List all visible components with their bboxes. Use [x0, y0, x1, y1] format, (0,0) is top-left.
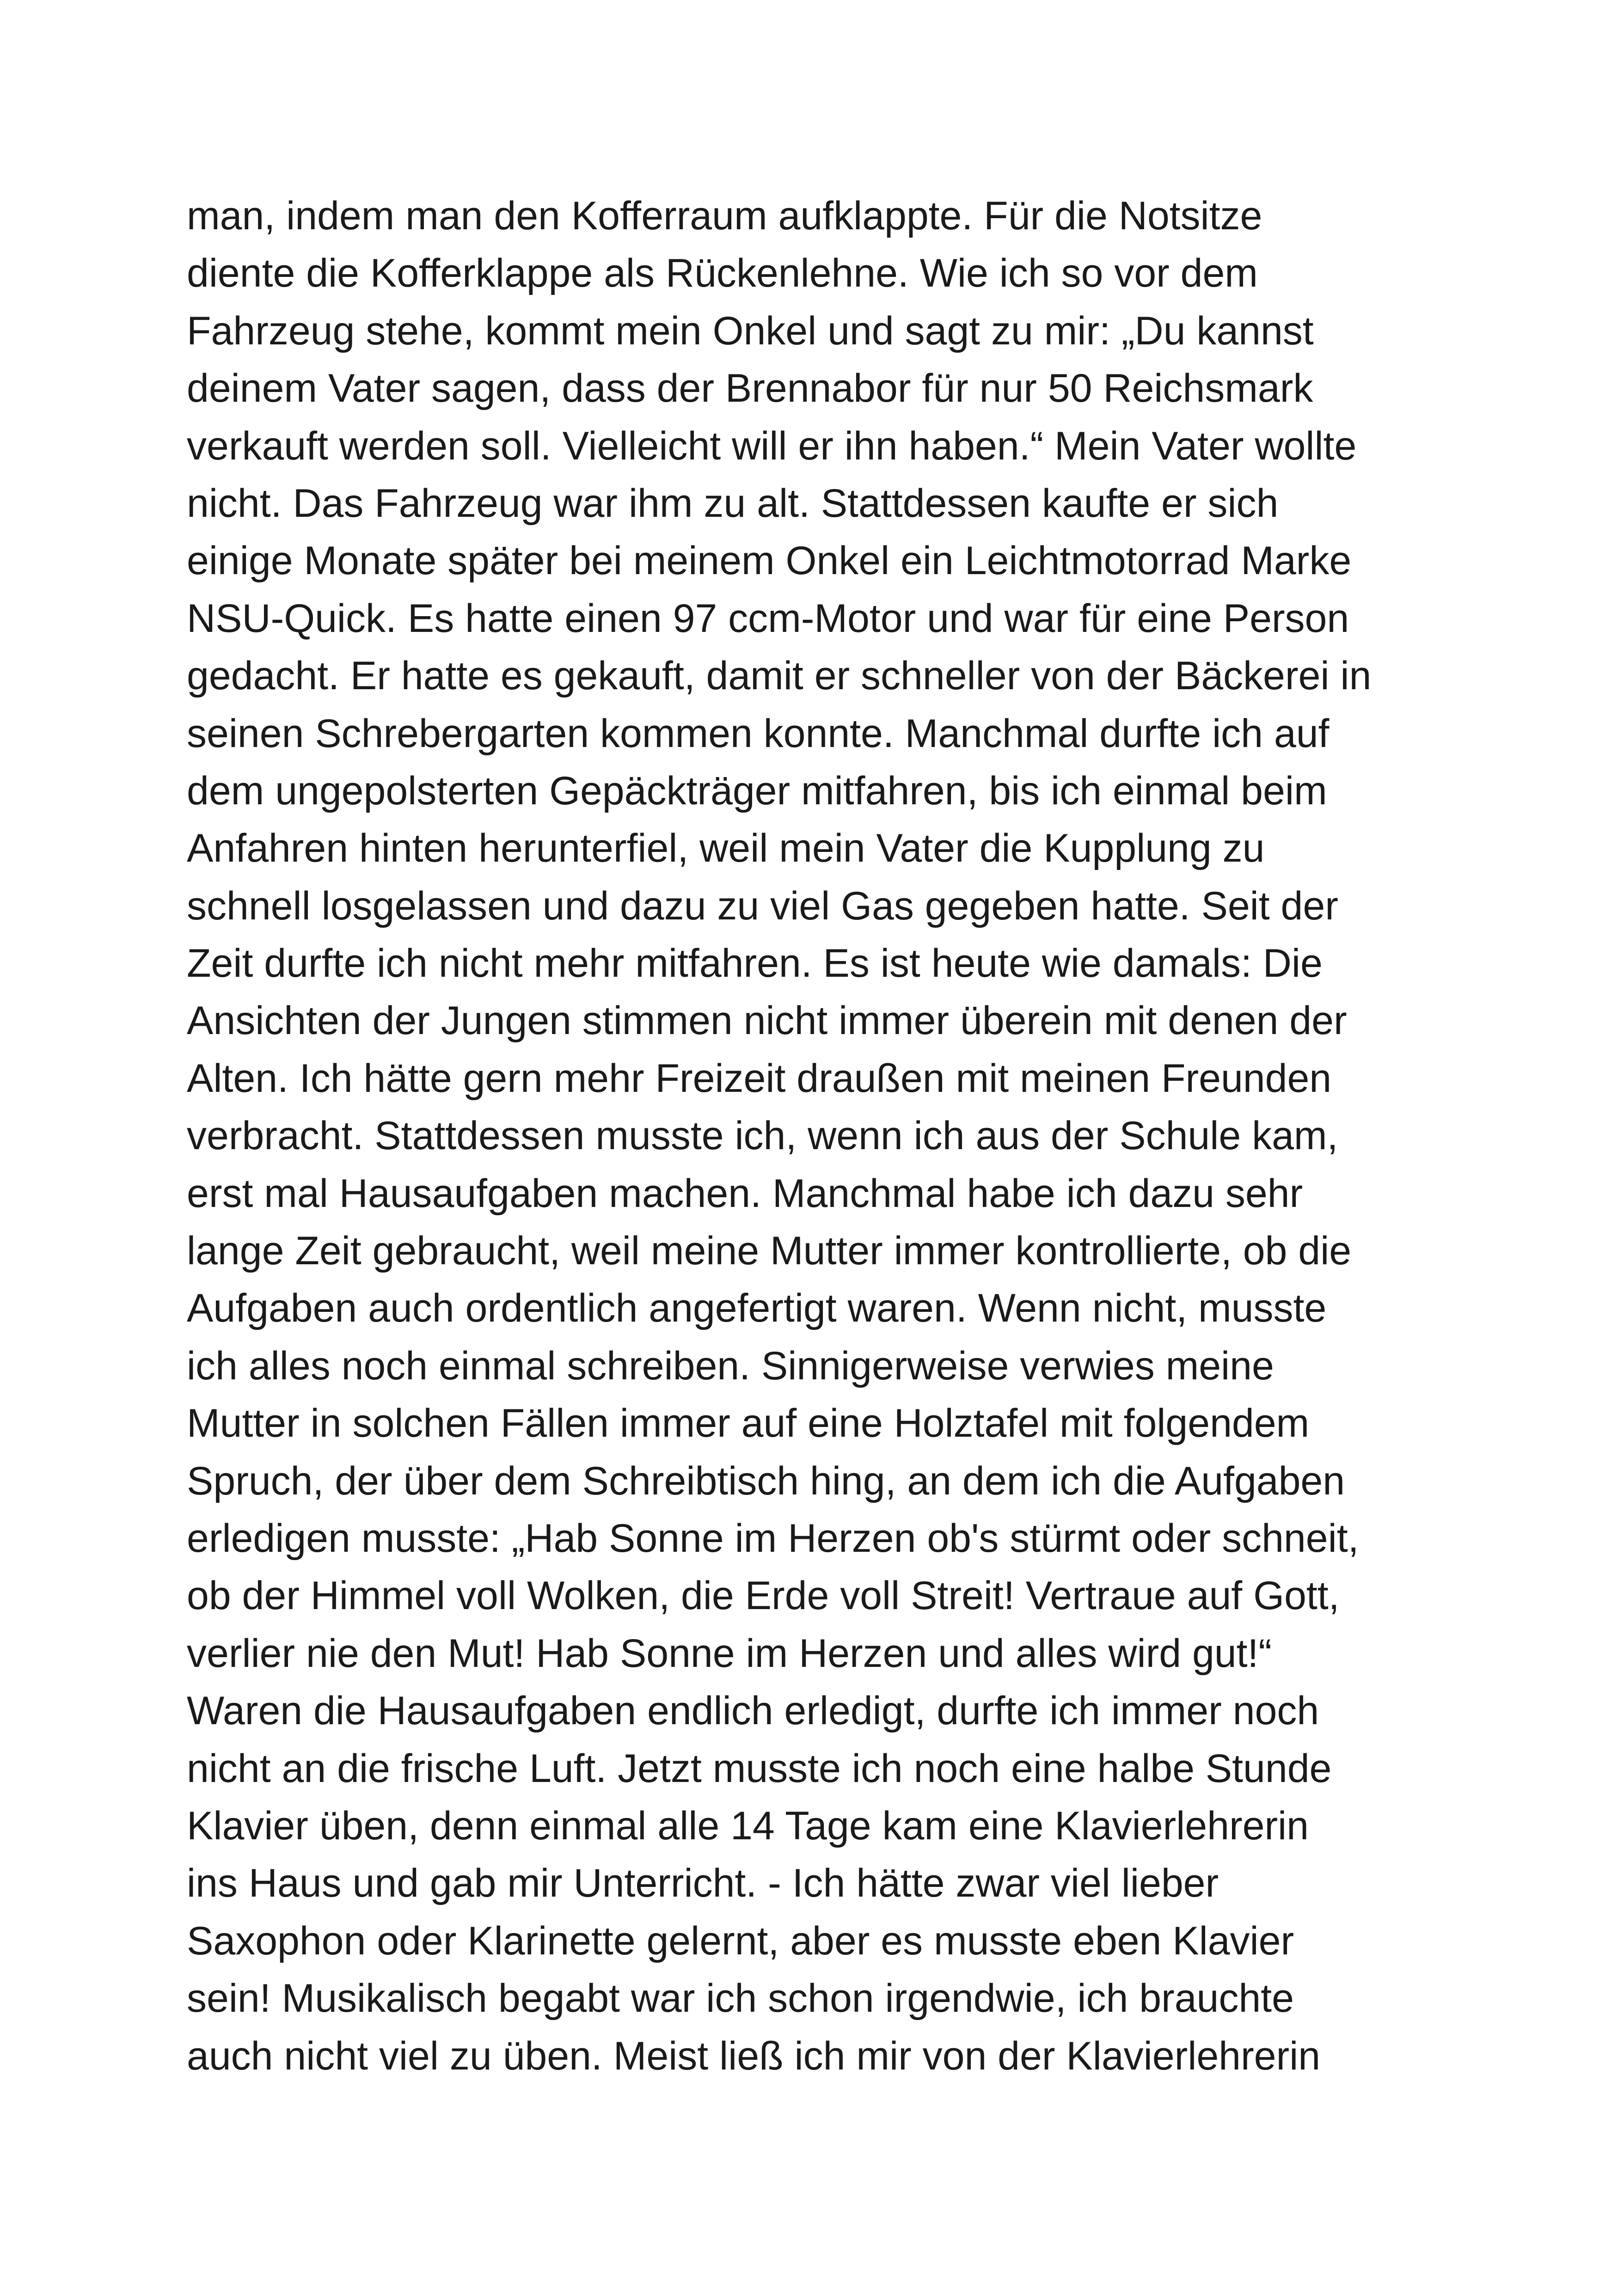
text-line: erledigen musste: „Hab Sonne im Herzen ob's stürmt oder schneit, [187, 1516, 1359, 1561]
text-line: verkauft werden soll. Vielleicht will er ihn haben.“ Mein Vater wollte [187, 423, 1357, 468]
text-line: man, indem man den Kofferraum aufklappte. Für die Notsitze [187, 194, 1263, 238]
text-line: Aufgaben auch ordentlich angefertigt waren. Wenn nicht, musste [187, 1286, 1327, 1331]
text-line: dem ungepolsterten Gepäckträger mitfahren, bis ich einmal beim [187, 768, 1327, 813]
text-line: lange Zeit gebraucht, weil meine Mutter immer kontrollierte, ob die [187, 1229, 1352, 1274]
text-line: diente die Kofferklappe als Rückenlehne. Wie ich so vor dem [187, 251, 1258, 296]
text-line: schnell losgelassen und dazu zu viel Gas gegeben hatte. Seit der [187, 883, 1338, 928]
text-line: verlier nie den Mut! Hab Sonne im Herzen und alles wird gut!“ [187, 1631, 1272, 1676]
text-line: einige Monate später bei meinem Onkel ein Leichtmotorrad Marke [187, 539, 1352, 583]
text-line: erst mal Hausaufgaben machen. Manchmal habe ich dazu sehr [187, 1171, 1303, 1216]
text-line: nicht an die frische Luft. Jetzt musste ich noch eine halbe Stunde [187, 1746, 1332, 1791]
body-text [187, 187, 1527, 2085]
text-line: Alten. Ich hätte gern mehr Freizeit draußen mit meinen Freunden [187, 1056, 1332, 1101]
text-line: deinem Vater sagen, dass der Brennabor für nur 50 Reichsmark [187, 366, 1313, 411]
text-line: auch nicht viel zu üben. Meist ließ ich mir von der Klavierlehrerin [187, 2033, 1321, 2078]
text-line: seinen Schrebergarten kommen konnte. Manchmal durfte ich auf [187, 711, 1330, 756]
text-line: Saxophon oder Klarinette gelernt, aber es musste eben Klavier [187, 1918, 1294, 1963]
text-line: Ansichten der Jungen stimmen nicht immer überein mit denen der [187, 998, 1347, 1043]
text-line: ins Haus und gab mir Unterricht. - Ich hätte zwar viel lieber [187, 1861, 1219, 1906]
text-line: sein! Musikalisch begabt war ich schon irgendwie, ich brauchte [187, 1976, 1294, 2021]
text-line: Fahrzeug stehe, kommt mein Onkel und sagt zu mir: „Du kannst [187, 308, 1314, 353]
text-line: ob der Himmel voll Wolken, die Erde voll Streit! Vertraue auf Gott, [187, 1574, 1340, 1618]
text-line: verbracht. Stattdessen musste ich, wenn ich aus der Schule kam, [187, 1114, 1338, 1158]
text-line: ich alles noch einmal schreiben. Sinnigerweise verwies meine [187, 1343, 1274, 1388]
text-line: nicht. Das Fahrzeug war ihm zu alt. Stattdessen kaufte er sich [187, 481, 1279, 526]
text-line: gedacht. Er hatte es gekauft, damit er schneller von der Bäckerei in [187, 654, 1372, 698]
text-line: Waren die Hausaufgaben endlich erledigt, durfte ich immer noch [187, 1689, 1319, 1733]
text-line: Zeit durfte ich nicht mehr mitfahren. Es ist heute wie damals: Die [187, 941, 1323, 986]
text-line: Klavier üben, denn einmal alle 14 Tage kam eine Klavierlehrerin [187, 1803, 1309, 1848]
text-line: Anfahren hinten herunterfiel, weil mein Vater die Kupplung zu [187, 826, 1265, 871]
text-line: Mutter in solchen Fällen immer auf eine Holztafel mit folgendem [187, 1401, 1310, 1446]
text-line: NSU-Quick. Es hatte einen 97 ccm-Motor und war für eine Person [187, 596, 1349, 641]
text-line: Spruch, der über dem Schreibtisch hing, an dem ich die Aufgaben [187, 1458, 1345, 1503]
